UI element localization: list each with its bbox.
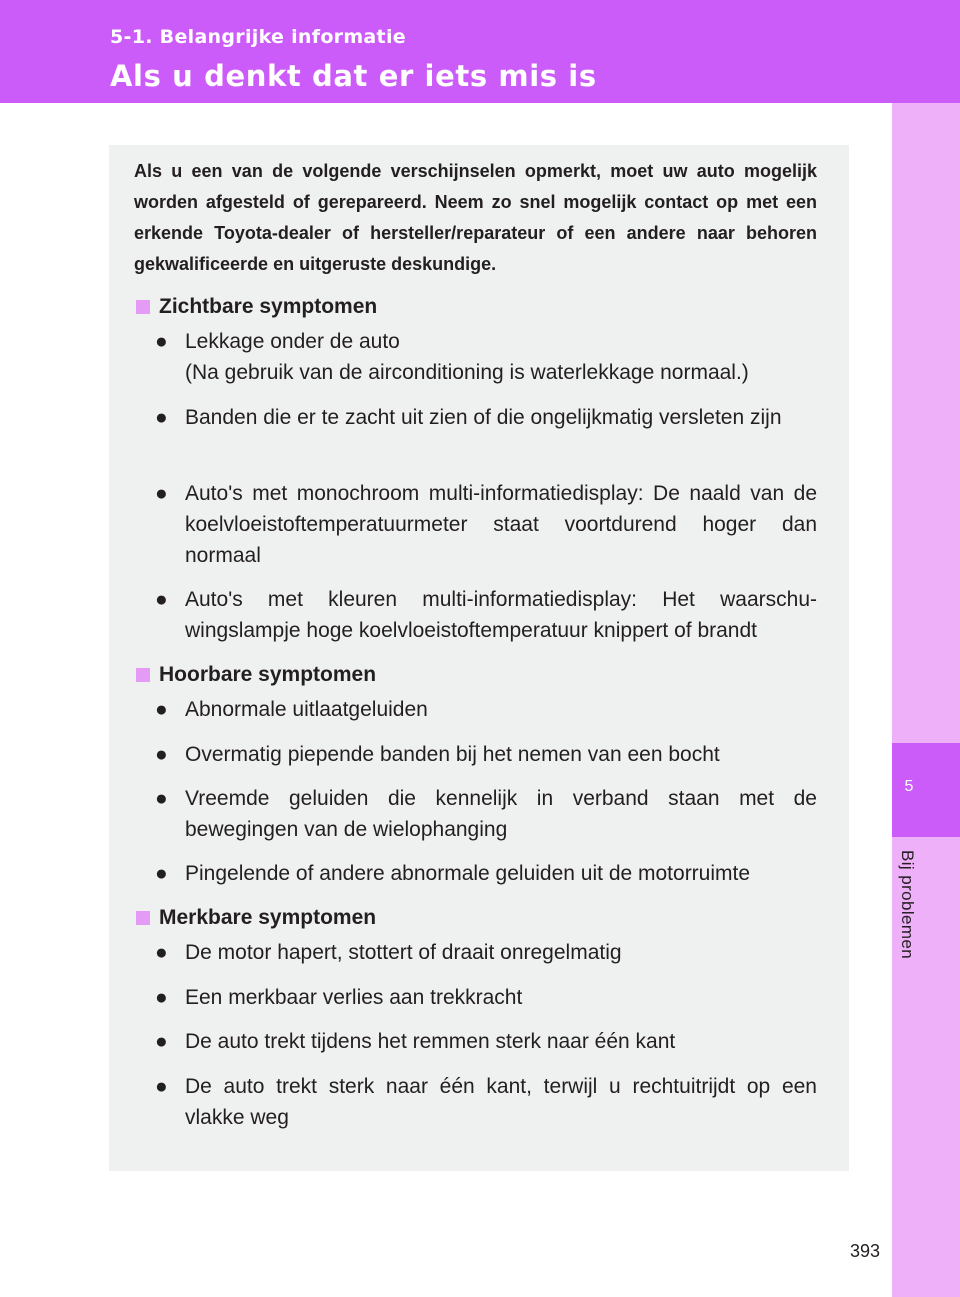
- list-item-text: Een merkbaar verlies aan trekkracht: [185, 986, 523, 1009]
- bullet-icon: ●: [155, 698, 168, 721]
- list-item-text: Vreemde geluiden die kennelijk in verband staan met de bewegingen van de wielophanging: [185, 787, 817, 841]
- bullet-icon: ●: [155, 1075, 168, 1098]
- list-item-line: Lekkage onder de auto: [185, 330, 400, 353]
- bullet-icon: ●: [155, 941, 168, 964]
- list-item-text: Overmatig piepende banden bij het nemen van een bocht: [185, 743, 720, 766]
- bullet-icon: ●: [155, 482, 168, 505]
- chapter-tab-active[interactable]: [892, 743, 960, 837]
- list-item-text: Pingelende of andere abnormale geluiden uit de motorruimte: [185, 862, 751, 885]
- list-item: [155, 1071, 817, 1133]
- list-item-text: De motor hapert, stottert of draait onregelmatig: [185, 941, 622, 964]
- list-item: [155, 402, 817, 433]
- list-item: [155, 982, 817, 1013]
- section-label: 5-1. Belangrijke informatie: [110, 26, 406, 48]
- section-heading-visible: [136, 294, 377, 320]
- bullet-icon: ●: [155, 986, 168, 1009]
- square-bullet-icon: [136, 911, 150, 925]
- list-item-text: Banden die er te zacht uit zien of die ongelijkmatig versleten zijn: [185, 406, 782, 429]
- section-heading-noticeable: [136, 905, 376, 931]
- section-heading-text: Merkbare symptomen: [159, 906, 377, 929]
- list-item: [155, 937, 817, 968]
- list-item: [155, 584, 817, 646]
- list-item-text: De auto trekt sterk naar één kant, terwijl u rechtuitrijdt op een vlakke weg: [185, 1075, 817, 1129]
- section-heading-text: Hoorbare symptomen: [159, 663, 377, 686]
- bullet-icon: ●: [155, 1030, 168, 1053]
- page-title: Als u denkt dat er iets mis is: [110, 59, 597, 93]
- list-item-note: (Na gebruik van de airconditioning is waterlekkage normaal.): [185, 361, 749, 384]
- list-item: [155, 1026, 817, 1057]
- list-item-text: Abnormale uitlaatgeluiden: [185, 698, 428, 721]
- content-box: [109, 145, 849, 1171]
- list-item-text: Auto's met kleuren multi-informatiedisplay: Het waarschu-wingslampje hoge koelvloeistoftemperatuur knippert of brandt: [185, 588, 817, 642]
- page-number: 393: [849, 1241, 880, 1261]
- section-heading-audible: [136, 662, 376, 688]
- square-bullet-icon: [136, 668, 150, 682]
- bullet-icon: ●: [155, 588, 168, 611]
- chapter-number: 5: [904, 778, 914, 795]
- list-item: [155, 478, 817, 571]
- chapter-side-tab: [892, 103, 960, 1297]
- bullet-icon: ●: [155, 787, 168, 810]
- bullet-icon: ●: [155, 330, 168, 353]
- chapter-name: Bij problemen: [898, 850, 917, 960]
- list-item: [155, 783, 817, 845]
- list-item-text: De auto trekt tijdens het remmen sterk naar één kant: [185, 1030, 676, 1053]
- list-item: [155, 694, 817, 725]
- bullet-icon: ●: [155, 743, 168, 766]
- section-heading-text: Zichtbare symptomen: [159, 295, 378, 318]
- list-item: [155, 739, 817, 770]
- page-header: [0, 0, 960, 103]
- list-item: [155, 858, 817, 889]
- bullet-icon: ●: [155, 862, 168, 885]
- list-item: [155, 326, 817, 388]
- intro-paragraph: Als u een van de volgende verschijnselen opmerkt, moet uw auto mogelijk worden afgesteld of gerepareerd. Neem zo snel mogelijk contact op met een erkende Toyota-dealer of hersteller/reparateur of een andere naar behoren gekwalificeerde en uitgeruste deskundige.: [134, 161, 817, 274]
- list-item-text: Auto's met monochroom multi-informatiedisplay: De naald van de koelvloeistoftemperatuurmeter staat voortdurend hoger dan normaal: [185, 482, 817, 567]
- list-item-text: [185, 326, 817, 388]
- square-bullet-icon: [136, 300, 150, 314]
- bullet-icon: ●: [155, 406, 168, 429]
